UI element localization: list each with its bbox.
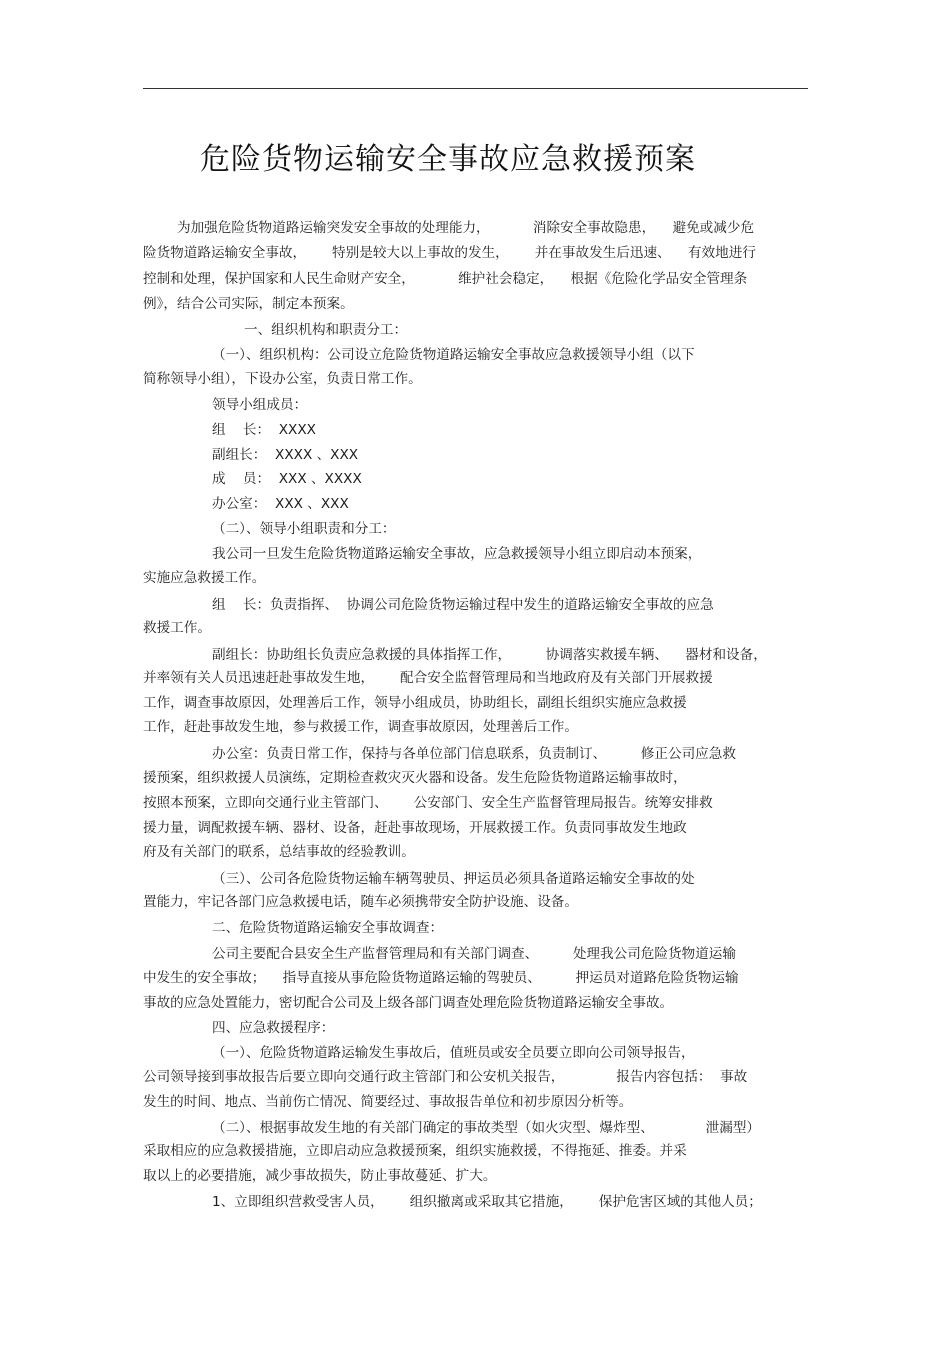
paragraph-line: 府及有关部门的联系，总结事故的经验教训。 [143, 844, 415, 860]
paragraph-line: 为加强危险货物道路运输突发安全事故的处理能力， 消除安全事故隐患， 避免或减少危 [177, 220, 755, 236]
section-heading: 一、组织机构和职责分工： [244, 322, 408, 338]
paragraph-line: 办公室：负责日常工作，保持与各单位部门信息联系，负责制订、 修正公司应急救 [212, 746, 736, 762]
member-leader: 组 长： XXXX [212, 422, 316, 438]
paragraph-line: 按照本预案，立即向交通行业主管部门、 公安部门、安全生产监督管理局报告。统筹安排救 [143, 795, 713, 811]
paragraph-line: 公司领导接到事故报告后要立即向交通行政主管部门和公安机关报告， 报告内容包括： 事故 [143, 1069, 748, 1085]
paragraph-line: 并率领有关人员迅速赶赴事故发生地， 配合安全监督管理局和当地政府及有关部门开展救援 [143, 670, 713, 686]
member-office: 办公室： XXX 、XXX [212, 496, 349, 512]
paragraph-line: 采取相应的应急救援措施，立即启动应急救援预案，组织实施救援，不得拖延、推委。并采 [143, 1143, 687, 1159]
paragraph-line: 发生的时间、地点、当前伤亡情况、简要经过、事故报告单位和初步原因分析等。 [143, 1094, 633, 1110]
paragraph-line: （二）、根据事故发生地的有关部门确定的事故类型（如火灾型、爆炸型、 泄漏型） [212, 1120, 761, 1136]
paragraph-line: （一）、危险货物道路运输发生事故后，值班员或安全员要立即向公司领导报告， [212, 1045, 695, 1061]
document-title: 危险货物运输安全事故应急救援预案 [200, 142, 696, 177]
paragraph-line: 取以上的必要措施，减少事故损失，防止事故蔓延、扩大。 [143, 1168, 497, 1184]
paragraph-line: 中发生的安全事故； 指导直接从事危险货物道路运输的驾驶员、 押运员对道路危险货物运输 [143, 970, 739, 986]
paragraph-line: 控制和处理，保护国家和人民生命财产安全， 维护社会稳定， 根据《危险化学品安全管理条 [143, 271, 748, 287]
paragraph-line: 副组长：协助组长负责应急救援的具体指挥工作， 协调落实救援车辆、 器材和设备， [212, 647, 767, 663]
paragraph-line: 险货物道路运输安全事故， 特别是较大以上事故的发生， 并在事故发生后迅速、 有效地进行 [143, 245, 756, 261]
paragraph-line: 工作，调查事故原因，处理善后工作，领导小组成员，协助组长，副组长组织实施应急救援 [143, 695, 687, 711]
header-rule [143, 88, 808, 89]
paragraph-line: 救援工作。 [143, 620, 211, 636]
members-label: 领导小组成员： [212, 397, 308, 413]
paragraph-line: 援预案，组织救援人员演练，定期检查救灾灭火器和设备。发生危险货物道路运输事故时， [143, 770, 687, 786]
paragraph-line: 事故的应急处置能力，密切配合公司及上级各部门调查处理危险货物道路运输安全事故。 [143, 995, 674, 1011]
member-deputy: 副组长： XXXX 、XXX [212, 447, 359, 463]
paragraph-line: 例》，结合公司实际，制定本预案。 [143, 296, 354, 312]
paragraph-line: 工作，赶赴事故发生地，参与救援工作，调查事故原因，处理善后工作。 [143, 719, 578, 735]
subsection-heading: （二）、领导小组职责和分工： [212, 521, 396, 537]
paragraph-line: 实施应急救援工作。 [143, 570, 266, 586]
paragraph-line: 简称领导小组），下设办公室，负责日常工作。 [143, 371, 422, 387]
member-staff: 成 员： XXX 、XXXX [212, 471, 362, 487]
section-heading: 二、危险货物道路运输安全事故调查： [212, 920, 444, 936]
list-item: 1、立即组织营救受害人员， 组织撤离或采取其它措施， 保护危害区域的其他人员； [212, 1194, 762, 1210]
paragraph-line: 组 长：负责指挥、 协调公司危险货物运输过程中发生的道路运输安全事故的应急 [212, 597, 714, 613]
paragraph-line: 援力量，调配救援车辆、器材、设备，赶赴事故现场，开展救援工作。负责同事故发生地政 [143, 820, 687, 836]
paragraph-line: （一）、组织机构：公司设立危险货物道路运输安全事故应急救援领导小组（以下 [212, 347, 695, 363]
paragraph-line: 我公司一旦发生危险货物道路运输安全事故，应急救援领导小组立即启动本预案， [212, 546, 702, 562]
paragraph-line: 公司主要配合县安全生产监督管理局和有关部门调查、 处理我公司危险货物道运输 [212, 946, 736, 962]
section-heading: 四、应急救援程序： [212, 1020, 335, 1036]
paragraph-line: 置能力，牢记各部门应急救援电话，随车必须携带安全防护设施、设备。 [143, 894, 578, 910]
paragraph-line: （三）、公司各危险货物运输车辆驾驶员、押运员必须具备道路运输安全事故的处 [212, 871, 695, 887]
